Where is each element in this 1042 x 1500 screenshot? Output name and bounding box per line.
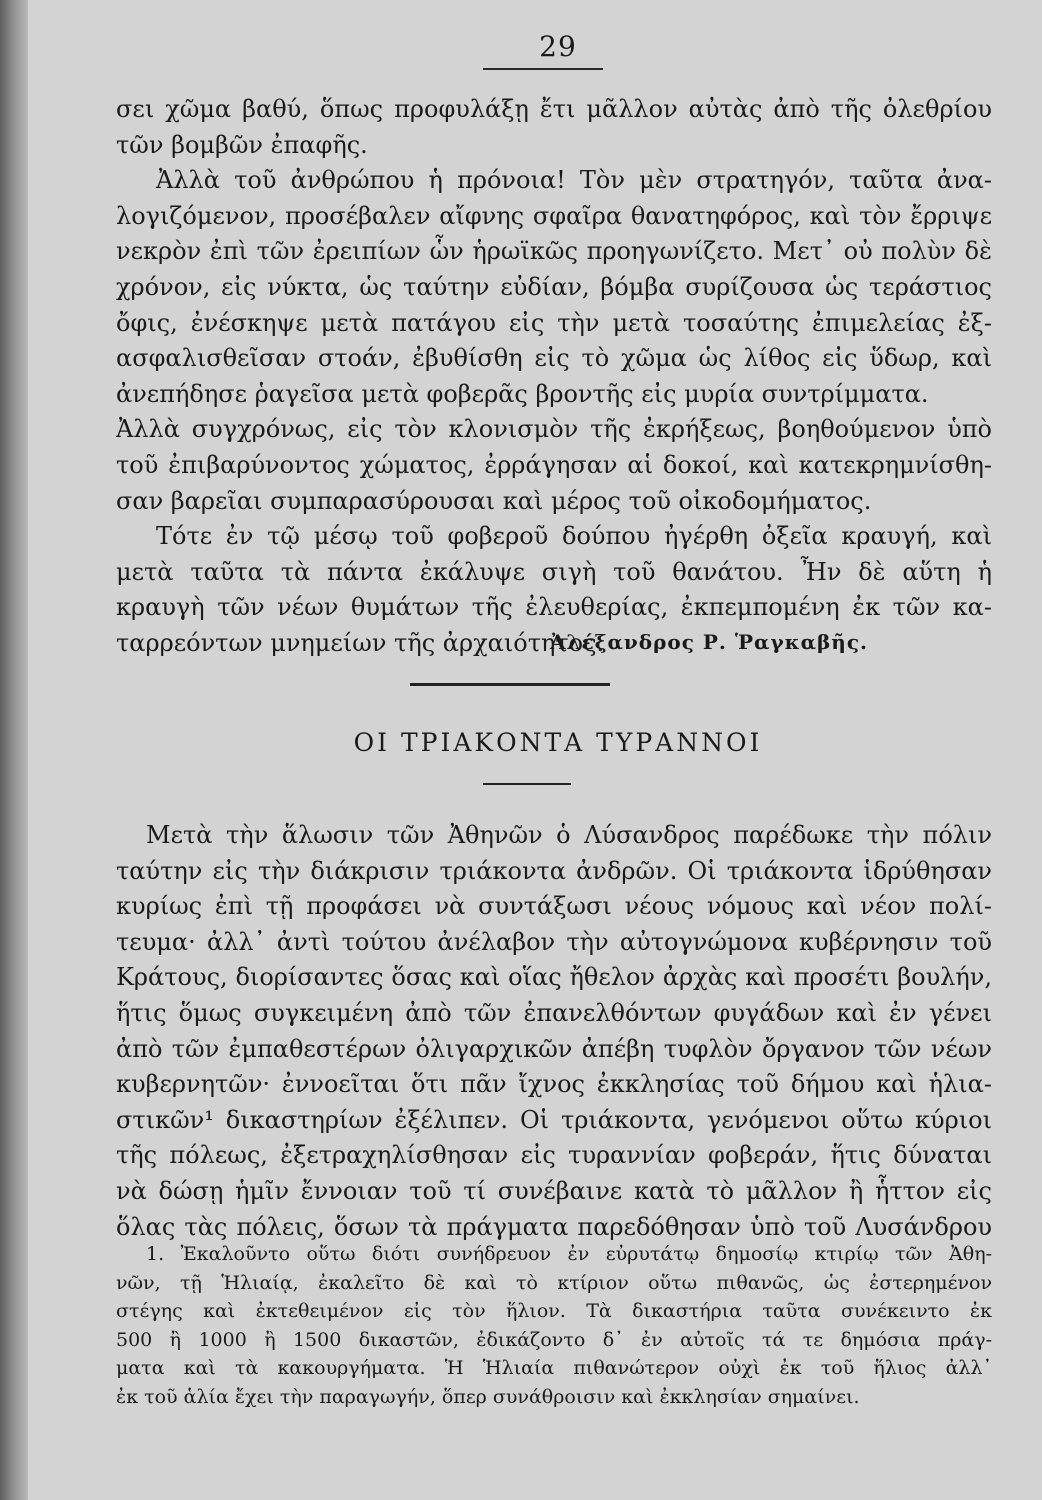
footnote-line: νῶν, τῇ Ἡλιαίᾳ, ἐκαλεῖτο δὲ καὶ τὸ κτίριον οὕτω πιθανῶς, ὡς ἐστερημένον (116, 1271, 992, 1294)
footnote-line: στέγης καὶ ἐκτεθειμένον εἰς τὸν ἥλιον. Τὰ δικαστήρια ταῦτα συνέκειντο ἐκ (116, 1300, 992, 1322)
footnote (116, 1240, 992, 1411)
text-line: ταύτην εἰς τὴν διάκρισιν τριάκοντα ἀνδρῶν. Οἱ τριάκοντα ἱδρύθησαν (116, 856, 992, 885)
text-line: Τότε ἐν τῷ μέσῳ τοῦ φοβεροῦ δούπου ἠγέρθη ὀξεῖα κραυγή, καὶ (156, 522, 992, 551)
text-line: σει χῶμα βαθύ, ὅπως προφυλάξῃ ἔτι μᾶλλον αὐτὰς ἀπὸ τῆς ὀλεθρίου (116, 95, 992, 123)
section-title: ΟΙ ΤΡΙΑΚΟΝΤΑ ΤΥΡΑΝΝΟΙ (353, 728, 763, 757)
main-text-block (116, 818, 992, 1245)
text-line: Ἀλλὰ συγχρόνως, εἰς τὸν κλονισμὸν τῆς ἐκρήξεως, βοηθούμενον ὑπὸ (116, 415, 992, 444)
text-line: νὰ δώσῃ ἡμῖν ἔννοιαν τοῦ τί συνέβαινε κατὰ τὸ μᾶλλον ἢ ἧττον εἰς (116, 1176, 992, 1205)
footnote-line: ματα καὶ τὰ κακουργήματα. Ἡ Ἡλιαία πιθανώτερον οὐχὶ ἐκ τοῦ ἥλιος ἀλλ᾽ (116, 1357, 992, 1379)
text-line: ασφαλισθεῖσαν στοάν, ἐβυθίσθη εἰς τὸ χῶμα ὡς λίθος εἰς ὕδωρ, καὶ (116, 344, 992, 373)
text-line: κραυγὴ τῶν νέων θυμάτων τῆς ἐλευθερίας, ἐκπεμπομένη ἐκ τῶν κα- (116, 593, 992, 622)
text-line: ἀνεπήδησε ῥαγεῖσα μετὰ φοβερᾶς βροντῆς εἰς μυρία συντρίμματα. (116, 379, 929, 408)
text-line: ἀπὸ τῶν ἐμπαθεστέρων ὀλιγαρχικῶν ἀπέβη τυφλὸν ὄργανον τῶν νέων (116, 1034, 992, 1063)
text-line: τοῦ ἐπιβαρύνοντος χώματος, ἐρράγησαν αἱ δοκοί, καὶ κατεκρημνίσθη- (116, 450, 992, 479)
section-divider (410, 683, 610, 686)
text-line: χρόνον, εἰς νύκτα, ὡς ταύτην εὐδίαν, βόμβα συρίζουσα ὡς τεράστιος (116, 272, 992, 301)
text-line: κυρίως ἐπὶ τῇ προφάσει νὰ συντάξωσι νέους νόμους καὶ νέον πολί- (116, 892, 992, 921)
text-line: νεκρὸν ἐπὶ τῶν ἐρειπίων ὧν ἡρωϊκῶς προηγωνίζετο. Μετ᾽ οὐ πολὺν δὲ (116, 237, 992, 266)
text-line: λογιζόμενον, προσέβαλεν αἴφνης σφαῖρα θανατηφόρος, καὶ τὸν ἔρριψε (116, 201, 992, 230)
author-signature: Ἀλέξανδρος Ρ. Ῥαγκαβῆς. (549, 630, 868, 654)
page-number-rule (483, 68, 603, 70)
top-text-block (116, 92, 992, 662)
text-line: σαν βαρεῖαι συμπαρασύρουσαι καὶ μέρος τοῦ οἰκοδομήματος. (116, 486, 872, 515)
text-line: τῶν βομβῶν ἐπαφῆς. (116, 130, 368, 159)
text-line: Μετὰ τὴν ἅλωσιν τῶν Ἀθηνῶν ὁ Λύσανδρος παρέδωκε τὴν πόλιν (146, 821, 992, 849)
footnote-line: ἐκ τοῦ ἁλία ἔχει τὴν παραγωγήν, ὅπερ συνάθροισιν καὶ ἐκκλησίαν σημαίνει. (116, 1385, 860, 1408)
text-line: ὄφις, ἐνέσκηψε μετὰ πατάγου εἰς τὴν μετὰ τοσαύτης ἐπιμελείας ἐξ- (116, 308, 992, 337)
text-line: Κράτους, διορίσαντες ὅσας καὶ οἵας ἤθελον ἀρχὰς καὶ προσέτι βουλήν, (116, 963, 992, 992)
text-line: Ἀλλὰ τοῦ ἀνθρώπου ἡ πρόνοια! Τὸν μὲν στρατηγόν, ταῦτα ἀνα- (156, 166, 992, 195)
text-line: τῆς πόλεως, ἐξετραχηλίσθησαν εἰς τυραννίαν φοβεράν, ἥτις δύναται (116, 1141, 992, 1170)
text-line: στικῶν¹ δικαστηρίων ἐξέλιπεν. Οἱ τριάκοντα, γενόμενοι οὕτω κύριοι (116, 1105, 992, 1134)
text-line: ἥτις ὅμως συγκειμένη ἀπὸ τῶν ἐπανελθόντων φυγάδων καὶ ἐν γένει (116, 998, 992, 1027)
text-line: ταρρεόντων μνημείων τῆς ἀρχαιότητος. (116, 628, 605, 657)
text-line: τευμα· ἀλλ᾽ ἀντὶ τούτου ἀνέλαβον τὴν αὐτογνώμονα κυβέρνησιν τοῦ (116, 927, 992, 956)
page-number: 29 (539, 30, 577, 63)
title-underline (483, 783, 571, 785)
text-line: ὅλας τὰς πόλεις, ὅσων τὰ πράγματα παρεδόθησαν ὑπὸ τοῦ Λυσάνδρου (116, 1212, 992, 1241)
footnote-line: 500 ἢ 1000 ἢ 1500 δικαστῶν, ἐδικάζοντο δ᾽ ἐν αὐτοῖς τά τε δημόσια πράγ- (116, 1328, 992, 1351)
book-binding-edge (0, 0, 28, 1500)
footnote-line: 1. Ἐκαλοῦντο οὕτω διότι συνήδρευον ἐν εὐρυτάτῳ δημοσίῳ κτιρίῳ τῶν Ἀθη- (146, 1243, 992, 1265)
text-line: κυβερνητῶν· ἐννοεῖται ὅτι πᾶν ἴχνος ἐκκλησίας τοῦ δήμου καὶ ἡλια- (116, 1070, 992, 1099)
book-page (28, 0, 1042, 1500)
text-line: μετὰ ταῦτα τὰ πάντα ἐκάλυψε σιγὴ τοῦ θανάτου. Ἦν δὲ αὕτη ἡ (116, 557, 992, 586)
